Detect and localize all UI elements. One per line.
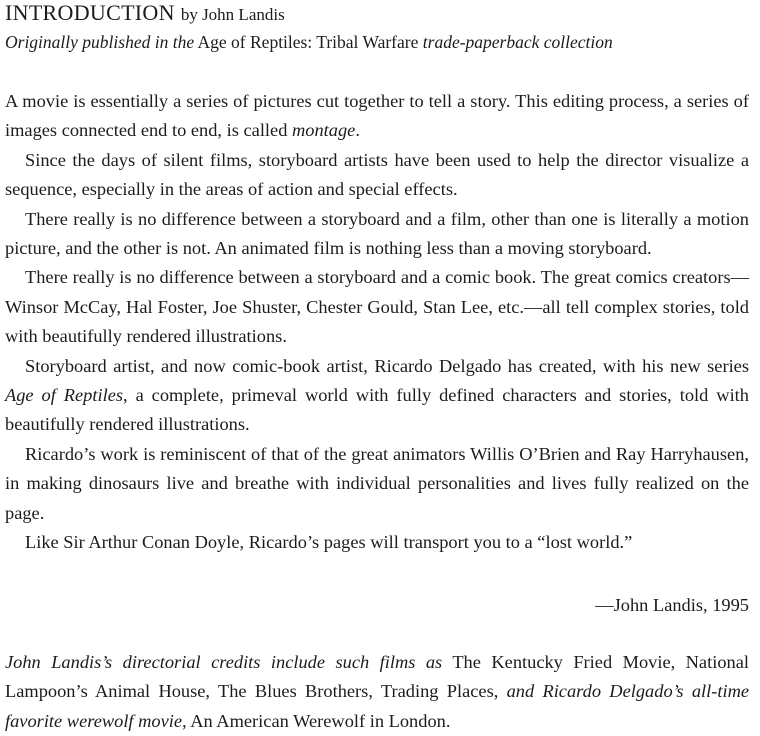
film-title: The Kentucky Fried Movie, <box>452 652 676 672</box>
montage-term: montage <box>292 120 356 141</box>
introduction-body <box>5 87 749 558</box>
publication-note <box>5 31 613 53</box>
signature: —John Landis, 1995 <box>595 595 749 615</box>
paragraph-2: Since the days of silent films, storyboard artists have been used to help the director visualize a sequence, especially in the areas of action and special effects. <box>5 149 749 200</box>
paragraph-3: There really is no difference between a storyboard and a film, other than one is literally a motion picture, and the other is not. An animated film is nothing less than a moving storyboard. <box>5 208 749 259</box>
film-title: Trading Places, <box>380 681 499 702</box>
paragraph-1-text: A movie is essentially a series of pictures cut together to tell a story. This editing process, a series of images connected end to end, is called <box>5 91 749 141</box>
title-line <box>5 0 285 26</box>
paragraph-1-end: . <box>355 120 360 141</box>
paragraph-1 <box>5 87 749 146</box>
paragraph-7: Like Sir Arthur Conan Doyle, Ricardo’s pages will transport you to a “lost world.” <box>25 532 633 553</box>
paragraph-5-text: Storyboard artist, and now comic-book artist, Ricardo Delgado has created, with his new series <box>25 355 749 376</box>
paragraph-5-end: , a complete, primeval world with fully defined characters and stories, told with beautifully rendered illustrations. <box>5 385 749 435</box>
film-title: An American Werewolf in London. <box>190 710 451 731</box>
credits-note <box>5 648 749 736</box>
credits-intro: John Landis’s directorial credits include such films as <box>5 652 443 672</box>
series-title: Age of Reptiles <box>5 385 124 406</box>
credits-connector: and Ricardo Delgado’s all-time favorite werewolf movie, <box>5 681 750 731</box>
paragraph-6: Ricardo’s work is reminiscent of that of the great animators Willis O’Brien and Ray Harryhausen, in making dinosaurs live and breathe with individual personalities and lives fully realized on the page. <box>5 443 749 523</box>
book-title: Age of Reptiles: Tribal Warfare <box>197 32 419 52</box>
paragraph-4: There really is no difference between a storyboard and a comic book. The great comics creators—Winsor McCay, Hal Foster, Joe Shuster, Chester Gould, Stan Lee, etc.—all tell complex stories, told with beautifully rendered illustrations. <box>5 267 749 347</box>
film-title: National Lampoon’s Animal House, <box>5 652 749 702</box>
byline: by John Landis <box>180 5 285 24</box>
paragraph-5 <box>5 352 749 440</box>
publication-note-suffix: trade-paperback collection <box>422 32 613 52</box>
page-title: INTRODUCTION <box>5 0 175 25</box>
film-title: The Blues Brothers, <box>217 681 373 702</box>
publication-note-prefix: Originally published in the <box>5 32 195 52</box>
